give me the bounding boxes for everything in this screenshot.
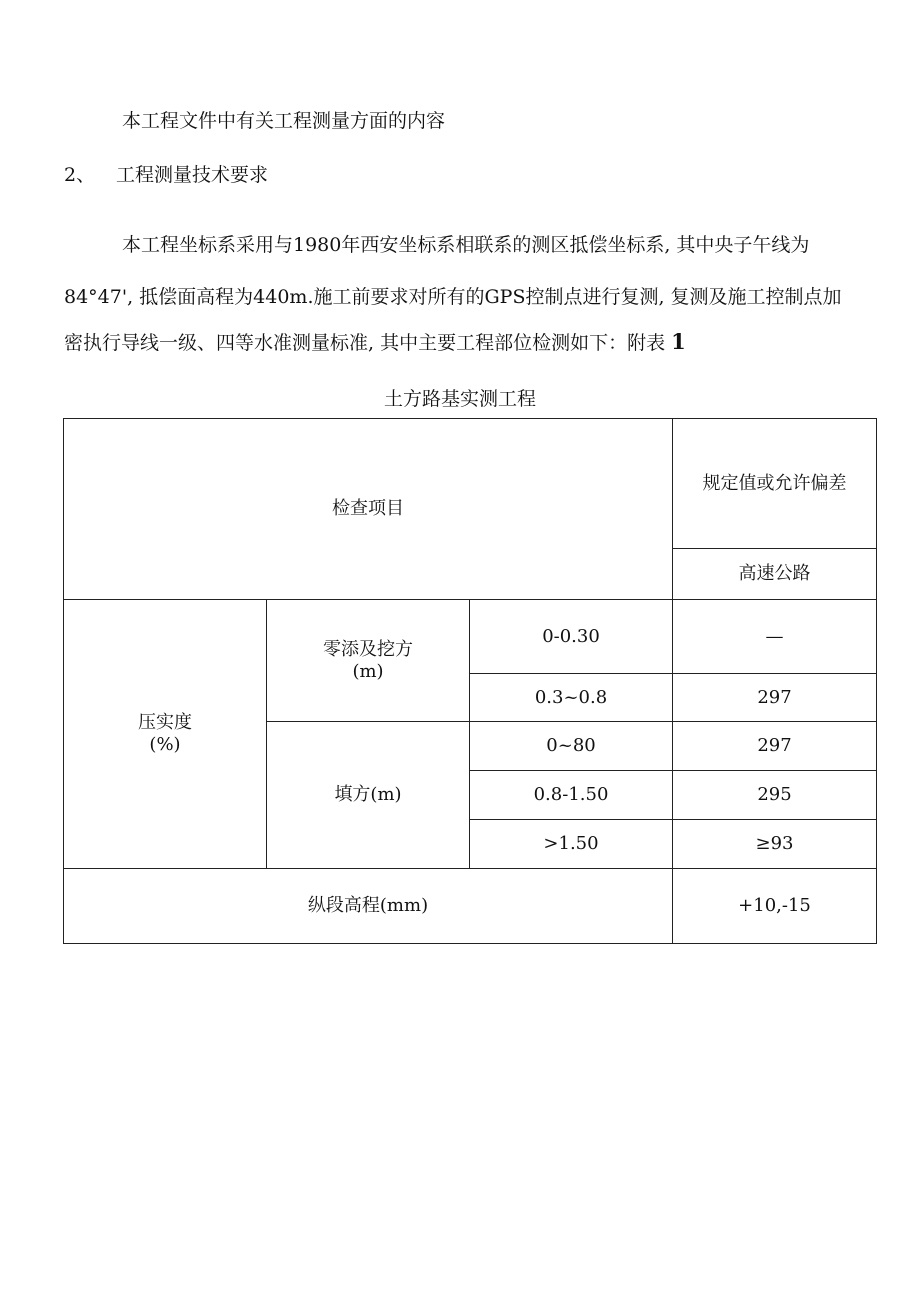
cut-label-cell <box>267 600 470 722</box>
value-cell: 295 <box>673 771 877 820</box>
cut-unit: (m) <box>352 660 384 682</box>
compaction-label: 压实度 <box>138 712 192 734</box>
compaction-label-cell <box>64 600 267 869</box>
table-row <box>64 419 877 549</box>
header-check-item: 检查项目 <box>64 419 673 600</box>
range-cell: 0-0.30 <box>470 600 673 674</box>
range-cell: 0.8-1.50 <box>470 771 673 820</box>
appendix-number: 1 <box>671 329 686 354</box>
inspection-table <box>63 418 877 944</box>
section-number: 2、 <box>64 164 96 186</box>
paragraph-line-3 <box>64 328 686 355</box>
value-cell: 297 <box>673 674 877 722</box>
table-caption: 土方路基实测工程 <box>383 388 536 410</box>
header-tolerance: 规定值或允许偏差 <box>673 419 877 549</box>
paragraph-line-1: 本工程坐标系采用与1980年西安坐标系相联系的测区抵偿坐标系, 其中央子午线为 <box>122 234 810 256</box>
table-row <box>64 869 877 944</box>
header-highway: 高速公路 <box>673 549 877 600</box>
compaction-unit: (%) <box>149 734 181 755</box>
value-cell: ≥93 <box>673 820 877 869</box>
range-cell: 0.3~0.8 <box>470 674 673 722</box>
value-cell: — <box>673 600 877 674</box>
value-cell: 297 <box>673 722 877 771</box>
range-cell: 0~80 <box>470 722 673 771</box>
section-title: 工程测量技术要求 <box>116 164 269 186</box>
elevation-value: +10,-15 <box>673 869 877 944</box>
intro-text: 本工程文件中有关工程测量方面的内容 <box>122 110 446 132</box>
paragraph-line-3-text: 密执行导线一级、四等水准测量标准, 其中主要工程部位检测如下：附表 <box>64 332 666 354</box>
paragraph-line-2: 84°47', 抵偿面高程为440m.施工前要求对所有的GPS控制点进行复测, 复测及施工控制点加 <box>64 286 842 308</box>
range-cell: >1.50 <box>470 820 673 869</box>
fill-label: 填方(m) <box>267 722 470 869</box>
table-row <box>64 600 877 674</box>
cut-label: 零添及挖方 <box>323 638 413 660</box>
elevation-label: 纵段高程(mm) <box>64 869 673 944</box>
